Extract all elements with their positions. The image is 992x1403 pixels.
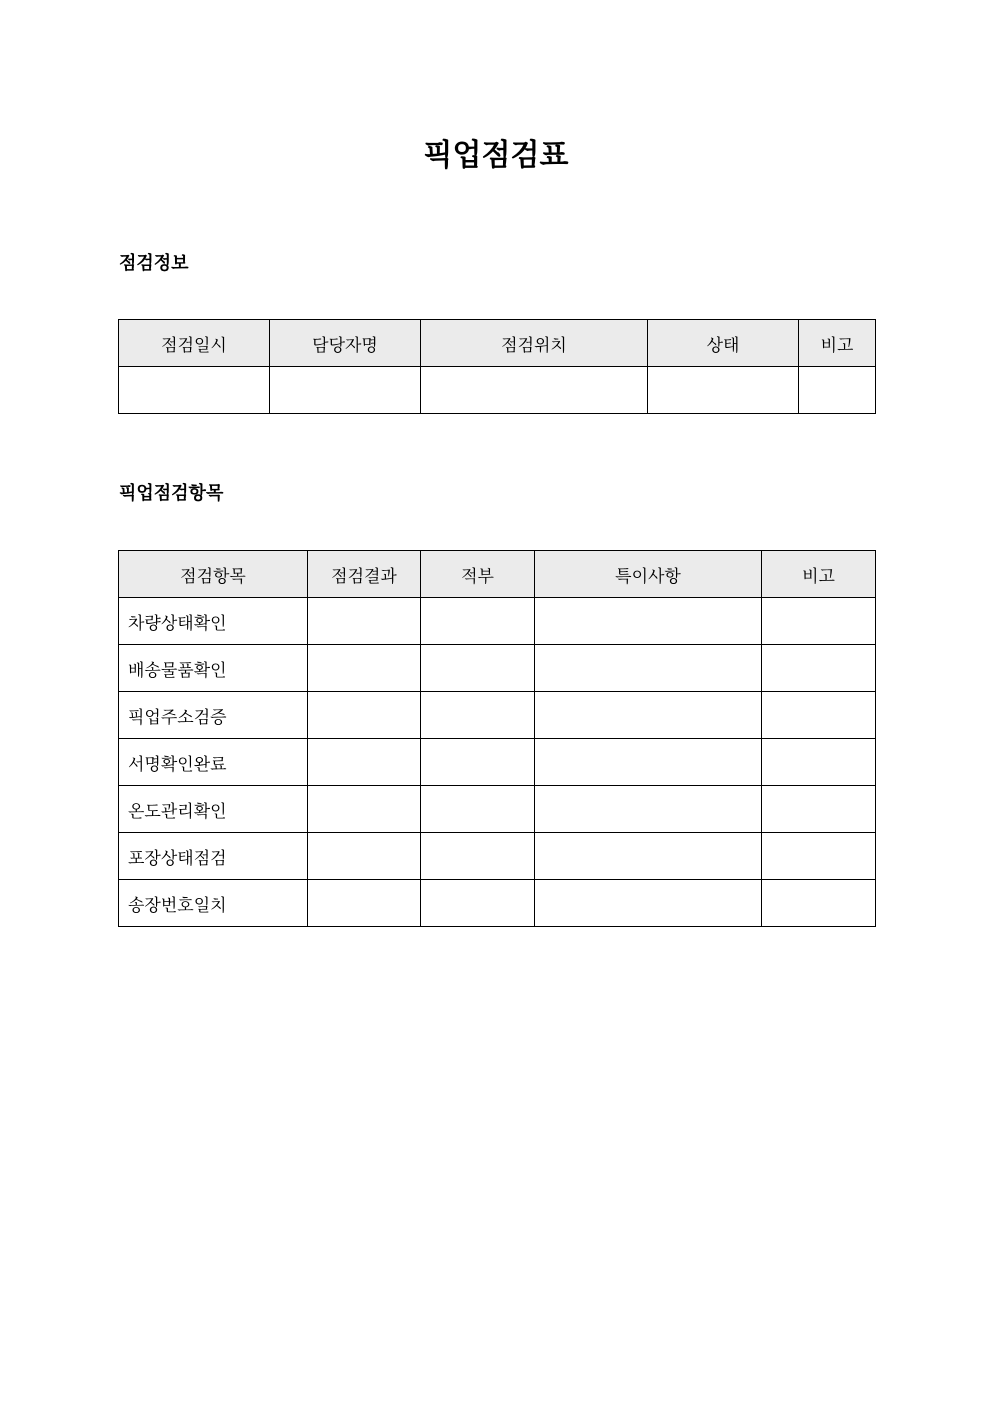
- header-special-notes: 특이사항: [535, 551, 762, 598]
- pass-fail-cell[interactable]: [421, 833, 535, 880]
- special-notes-cell[interactable]: [535, 692, 762, 739]
- pass-fail-cell[interactable]: [421, 786, 535, 833]
- item-name-cell: 배송물품확인: [119, 645, 308, 692]
- special-notes-cell[interactable]: [535, 739, 762, 786]
- item-name-cell: 포장상태점검: [119, 833, 308, 880]
- result-cell[interactable]: [308, 739, 421, 786]
- remarks-cell[interactable]: [762, 645, 876, 692]
- header-remarks: 비고: [799, 320, 876, 367]
- special-notes-cell[interactable]: [535, 598, 762, 645]
- remarks-cell[interactable]: [762, 833, 876, 880]
- header-inspection-item: 점검항목: [119, 551, 308, 598]
- header-inspection-result: 점검결과: [308, 551, 421, 598]
- inspection-datetime-cell[interactable]: [119, 367, 270, 414]
- result-cell[interactable]: [308, 645, 421, 692]
- pass-fail-cell[interactable]: [421, 598, 535, 645]
- item-name-cell: 서명확인완료: [119, 739, 308, 786]
- remarks-cell[interactable]: [762, 786, 876, 833]
- inspection-info-table: [118, 319, 876, 414]
- item-name-cell: 픽업주소검증: [119, 692, 308, 739]
- table-header-row: [119, 320, 876, 367]
- item-name-cell: 차량상태확인: [119, 598, 308, 645]
- header-manager-name: 담당자명: [270, 320, 421, 367]
- table-row: [119, 645, 876, 692]
- pass-fail-cell[interactable]: [421, 880, 535, 927]
- remarks-cell[interactable]: [762, 598, 876, 645]
- header-inspection-datetime: 점검일시: [119, 320, 270, 367]
- pickup-inspection-items-table: [118, 550, 876, 927]
- pass-fail-cell[interactable]: [421, 645, 535, 692]
- result-cell[interactable]: [308, 786, 421, 833]
- result-cell[interactable]: [308, 833, 421, 880]
- pass-fail-cell[interactable]: [421, 739, 535, 786]
- remarks-cell[interactable]: [762, 880, 876, 927]
- special-notes-cell[interactable]: [535, 880, 762, 927]
- table-row: [119, 598, 876, 645]
- header-remarks: 비고: [762, 551, 876, 598]
- manager-name-cell[interactable]: [270, 367, 421, 414]
- remarks-cell[interactable]: [799, 367, 876, 414]
- table-row: [119, 367, 876, 414]
- header-inspection-location: 점검위치: [421, 320, 648, 367]
- result-cell[interactable]: [308, 880, 421, 927]
- inspection-location-cell[interactable]: [421, 367, 648, 414]
- status-cell[interactable]: [648, 367, 799, 414]
- table-header-row: [119, 551, 876, 598]
- table-row: [119, 786, 876, 833]
- special-notes-cell[interactable]: [535, 786, 762, 833]
- special-notes-cell[interactable]: [535, 833, 762, 880]
- result-cell[interactable]: [308, 598, 421, 645]
- header-pass-fail: 적부: [421, 551, 535, 598]
- special-notes-cell[interactable]: [535, 645, 762, 692]
- table-row: [119, 880, 876, 927]
- item-name-cell: 온도관리확인: [119, 786, 308, 833]
- table-row: [119, 833, 876, 880]
- remarks-cell[interactable]: [762, 739, 876, 786]
- result-cell[interactable]: [308, 692, 421, 739]
- section-title-pickup-items: 픽업점검항목: [119, 483, 224, 504]
- table-row: [119, 692, 876, 739]
- table-row: [119, 739, 876, 786]
- pass-fail-cell[interactable]: [421, 692, 535, 739]
- header-status: 상태: [648, 320, 799, 367]
- section-title-inspection-info: 점검정보: [119, 253, 189, 274]
- item-name-cell: 송장번호일치: [119, 880, 308, 927]
- remarks-cell[interactable]: [762, 692, 876, 739]
- page-title: 픽업점검표: [423, 138, 569, 173]
